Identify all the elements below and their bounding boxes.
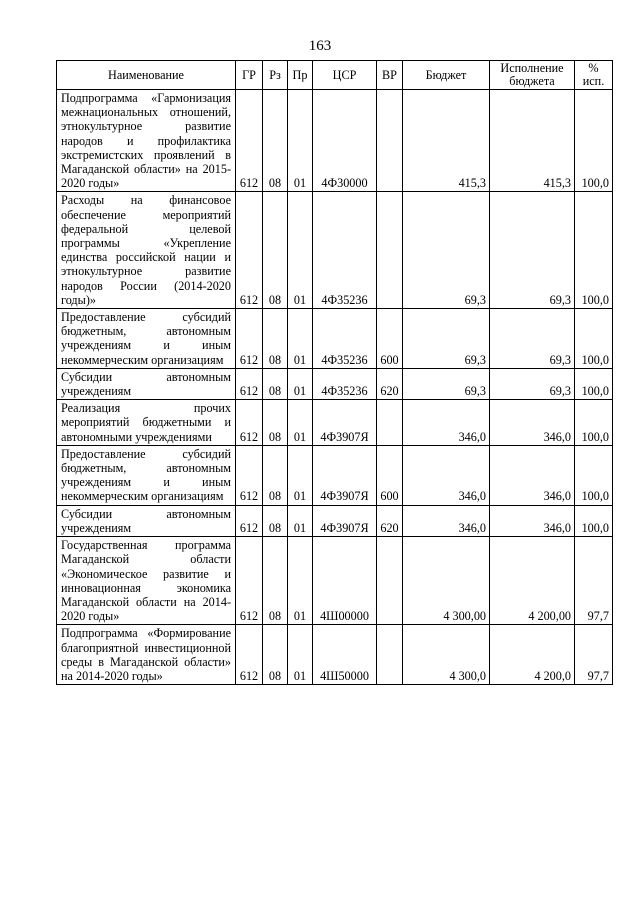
- cell-pr: 01: [288, 445, 313, 505]
- cell-pr: 01: [288, 400, 313, 446]
- table-row: [57, 445, 613, 505]
- table-row: [57, 192, 613, 309]
- table-row: [57, 400, 613, 446]
- cell-vr: 620: [377, 505, 403, 536]
- cell-percent: 100,0: [575, 445, 613, 505]
- cell-csr: 4Ф3907Я: [313, 445, 377, 505]
- header-row: [57, 61, 613, 90]
- cell-csr: 4Ф3907Я: [313, 400, 377, 446]
- cell-execution: 69,3: [490, 309, 575, 369]
- table-row: [57, 505, 613, 536]
- cell-gr: 612: [236, 192, 263, 309]
- header-gr: ГР: [236, 61, 263, 90]
- cell-vr: [377, 400, 403, 446]
- cell-rz: 08: [263, 90, 288, 192]
- cell-pr: 01: [288, 192, 313, 309]
- header-vr: ВР: [377, 61, 403, 90]
- cell-percent: 100,0: [575, 368, 613, 399]
- cell-execution: 346,0: [490, 505, 575, 536]
- cell-gr: 612: [236, 400, 263, 446]
- cell-gr: 612: [236, 445, 263, 505]
- header-execution: Исполнение бюджета: [490, 61, 575, 90]
- cell-budget: 346,0: [403, 445, 490, 505]
- cell-vr: [377, 625, 403, 685]
- cell-vr: 600: [377, 445, 403, 505]
- cell-budget: 69,3: [403, 192, 490, 309]
- cell-rz: 08: [263, 445, 288, 505]
- header-name: Наименование: [57, 61, 236, 90]
- cell-percent: 100,0: [575, 309, 613, 369]
- cell-csr: 4Ш50000: [313, 625, 377, 685]
- cell-name: Реализация прочих мероприятий бюджетными и автономными учреждениями: [57, 400, 236, 446]
- cell-gr: 612: [236, 309, 263, 369]
- cell-csr: 4Ш00000: [313, 537, 377, 625]
- cell-rz: 08: [263, 400, 288, 446]
- cell-budget: 69,3: [403, 368, 490, 399]
- cell-budget: 415,3: [403, 90, 490, 192]
- cell-percent: 100,0: [575, 505, 613, 536]
- cell-percent: 100,0: [575, 90, 613, 192]
- table-row: [57, 625, 613, 685]
- table-row: [57, 90, 613, 192]
- cell-pr: 01: [288, 537, 313, 625]
- cell-gr: 612: [236, 368, 263, 399]
- cell-execution: 69,3: [490, 368, 575, 399]
- cell-budget: 69,3: [403, 309, 490, 369]
- cell-gr: 612: [236, 625, 263, 685]
- cell-pr: 01: [288, 368, 313, 399]
- cell-name: Расходы на финансовое обеспечение мероприятий федеральной целевой программы «Укрепление единства российской нации и этнокультурное развитие народов России (2014-2020 годы)»: [57, 192, 236, 309]
- cell-execution: 4 200,0: [490, 625, 575, 685]
- cell-name: Предоставление субсидий бюджетным, автономным учреждениям и иным некоммерческим организациям: [57, 309, 236, 369]
- cell-vr: 600: [377, 309, 403, 369]
- cell-rz: 08: [263, 192, 288, 309]
- cell-name: Субсидии автономным учреждениям: [57, 505, 236, 536]
- cell-gr: 612: [236, 505, 263, 536]
- cell-name: Подпрограмма «Гармонизация межнациональных отношений, этнокультурное развитие народов и профилактика экстремистских проявлений в Магаданской области» на 2015-2020 годы»: [57, 90, 236, 192]
- cell-name: Подпрограмма «Формирование благоприятной инвестиционной среды в Магаданской области» на 2014-2020 годы»: [57, 625, 236, 685]
- budget-table: [56, 60, 613, 685]
- cell-budget: 346,0: [403, 400, 490, 446]
- cell-percent: 100,0: [575, 192, 613, 309]
- cell-budget: 346,0: [403, 505, 490, 536]
- cell-execution: 346,0: [490, 400, 575, 446]
- cell-name: Предоставление субсидий бюджетным, автономным учреждениям и иным некоммерческим организациям: [57, 445, 236, 505]
- cell-budget: 4 300,00: [403, 537, 490, 625]
- cell-execution: 415,3: [490, 90, 575, 192]
- header-budget: Бюджет: [403, 61, 490, 90]
- cell-vr: [377, 90, 403, 192]
- header-rz: Рз: [263, 61, 288, 90]
- header-pr: Пр: [288, 61, 313, 90]
- cell-csr: 4Ф35236: [313, 309, 377, 369]
- cell-pr: 01: [288, 90, 313, 192]
- cell-percent: 97,7: [575, 537, 613, 625]
- cell-gr: 612: [236, 537, 263, 625]
- cell-rz: 08: [263, 368, 288, 399]
- cell-csr: 4Ф3907Я: [313, 505, 377, 536]
- table-row: [57, 537, 613, 625]
- cell-pr: 01: [288, 505, 313, 536]
- cell-vr: 620: [377, 368, 403, 399]
- cell-csr: 4Ф35236: [313, 368, 377, 399]
- cell-pr: 01: [288, 625, 313, 685]
- cell-percent: 100,0: [575, 400, 613, 446]
- cell-percent: 97,7: [575, 625, 613, 685]
- cell-rz: 08: [263, 505, 288, 536]
- table-row: [57, 309, 613, 369]
- cell-csr: 4Ф30000: [313, 90, 377, 192]
- cell-rz: 08: [263, 537, 288, 625]
- header-percent: % исп.: [575, 61, 613, 90]
- cell-vr: [377, 192, 403, 309]
- cell-csr: 4Ф35236: [313, 192, 377, 309]
- cell-execution: 69,3: [490, 192, 575, 309]
- cell-rz: 08: [263, 625, 288, 685]
- cell-name: Субсидии автономным учреждениям: [57, 368, 236, 399]
- page-number: 163: [308, 38, 332, 54]
- header-csr: ЦСР: [313, 61, 377, 90]
- table-row: [57, 368, 613, 399]
- cell-vr: [377, 537, 403, 625]
- cell-budget: 4 300,0: [403, 625, 490, 685]
- cell-pr: 01: [288, 309, 313, 369]
- cell-execution: 4 200,00: [490, 537, 575, 625]
- cell-rz: 08: [263, 309, 288, 369]
- cell-name: Государственная программа Магаданской области «Экономическое развитие и инновационная экономика Магаданской области на 2014-2020 годы»: [57, 537, 236, 625]
- cell-execution: 346,0: [490, 445, 575, 505]
- cell-gr: 612: [236, 90, 263, 192]
